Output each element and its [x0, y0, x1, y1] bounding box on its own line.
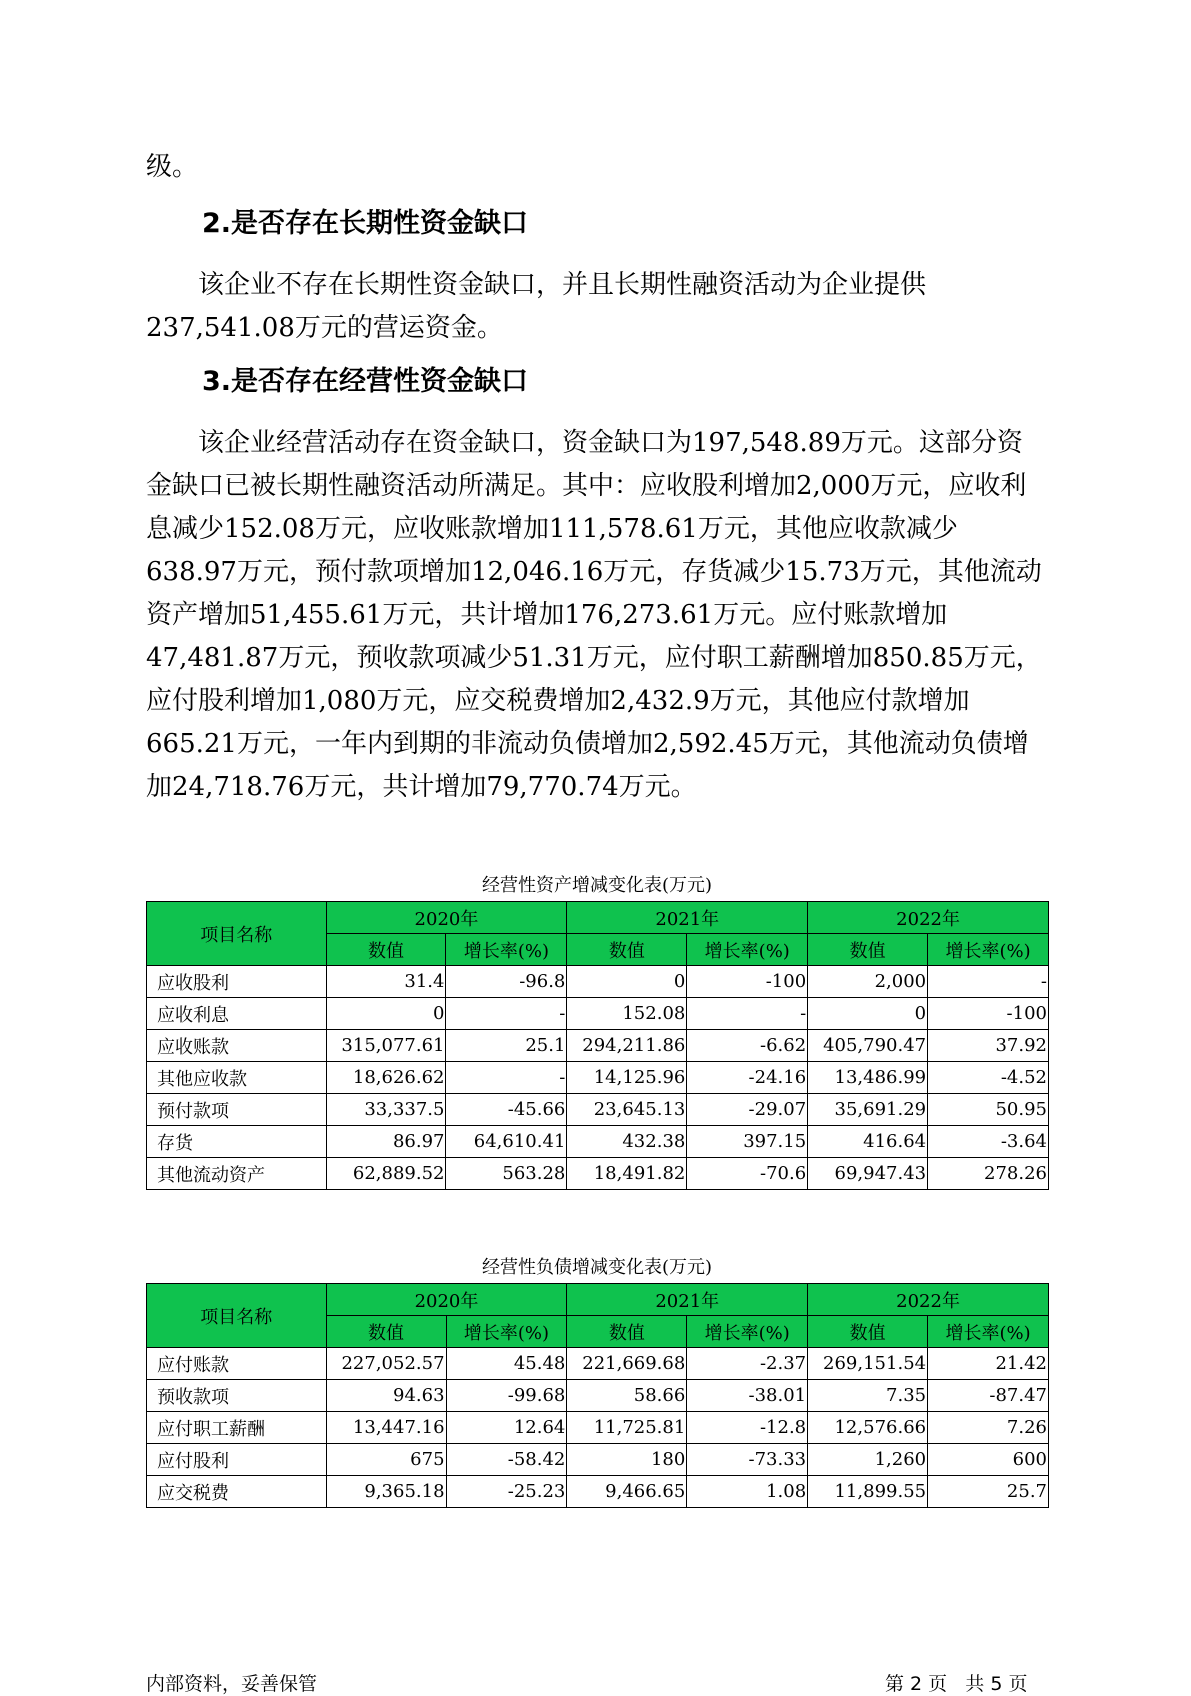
value-cell: 33,337.5	[326, 1094, 446, 1126]
growth-rate-cell: 50.95	[928, 1094, 1049, 1126]
value-cell: 13,486.99	[808, 1062, 928, 1094]
table-row	[147, 1412, 1049, 1444]
operating-assets-table	[146, 901, 1049, 1190]
growth-rate-cell: 7.26	[928, 1412, 1049, 1444]
growth-rate-cell: -29.07	[687, 1094, 808, 1126]
table-row	[147, 1348, 1049, 1380]
growth-rate-cell: 25.1	[446, 1030, 567, 1062]
row-label: 其他应收款	[147, 1062, 327, 1094]
growth-rate-cell: -100	[928, 998, 1049, 1030]
row-label: 存货	[147, 1126, 327, 1158]
row-label: 应收股利	[147, 966, 327, 998]
table-header-row	[147, 1284, 1049, 1316]
table-row	[147, 1476, 1049, 1508]
value-cell: 35,691.29	[808, 1094, 928, 1126]
value-cell: 294,211.86	[567, 1030, 687, 1062]
value-cell: 12,576.66	[808, 1412, 928, 1444]
value-cell: 315,077.61	[326, 1030, 446, 1062]
value-cell: 227,052.57	[326, 1348, 446, 1380]
column-header-value: 数值	[808, 934, 928, 966]
column-header-year: 2021年	[567, 1284, 808, 1316]
value-cell: 69,947.43	[808, 1158, 928, 1190]
growth-rate-cell: -12.8	[687, 1412, 808, 1444]
value-cell: 86.97	[326, 1126, 446, 1158]
column-header-item-name: 项目名称	[147, 902, 327, 966]
row-label: 应付股利	[147, 1444, 327, 1476]
liabilities-table-caption: 经营性负债增减变化表(万元)	[481, 1257, 713, 1278]
growth-rate-cell: -70.6	[687, 1158, 808, 1190]
growth-rate-cell: 1.08	[687, 1476, 808, 1508]
row-label: 应收利息	[147, 998, 327, 1030]
value-cell: 11,725.81	[567, 1412, 687, 1444]
growth-rate-cell: 64,610.41	[446, 1126, 567, 1158]
growth-rate-cell: -87.47	[928, 1380, 1049, 1412]
table-row	[147, 1126, 1049, 1158]
row-label: 其他流动资产	[147, 1158, 327, 1190]
value-cell: 1,260	[808, 1444, 928, 1476]
table-row	[147, 998, 1049, 1030]
table-header-row	[147, 902, 1049, 934]
growth-rate-cell: 25.7	[928, 1476, 1049, 1508]
value-cell: 416.64	[808, 1126, 928, 1158]
value-cell: 18,626.62	[326, 1062, 446, 1094]
value-cell: 62,889.52	[326, 1158, 446, 1190]
row-label: 应付职工薪酬	[147, 1412, 327, 1444]
column-header-growth-rate: 增长率(%)	[928, 1316, 1049, 1348]
row-label: 预付款项	[147, 1094, 327, 1126]
column-header-value: 数值	[326, 934, 446, 966]
value-cell: 9,365.18	[326, 1476, 446, 1508]
row-label: 应付账款	[147, 1348, 327, 1380]
value-cell: 9,466.65	[567, 1476, 687, 1508]
column-header-value: 数值	[326, 1316, 446, 1348]
growth-rate-cell: 278.26	[928, 1158, 1049, 1190]
growth-rate-cell: -45.66	[446, 1094, 567, 1126]
value-cell: 2,000	[808, 966, 928, 998]
growth-rate-cell: 12.64	[446, 1412, 567, 1444]
value-cell: 432.38	[567, 1126, 687, 1158]
value-cell: 0	[326, 998, 446, 1030]
value-cell: 11,899.55	[808, 1476, 928, 1508]
value-cell: 152.08	[567, 998, 687, 1030]
growth-rate-cell: 600	[928, 1444, 1049, 1476]
value-cell: 94.63	[326, 1380, 446, 1412]
table-row	[147, 1094, 1049, 1126]
heading-operating-gap: 3.是否存在经营性资金缺口	[202, 366, 529, 397]
value-cell: 180	[567, 1444, 687, 1476]
table-row	[147, 1062, 1049, 1094]
column-header-item-name: 项目名称	[147, 1284, 327, 1348]
value-cell: 675	[326, 1444, 446, 1476]
value-cell: 18,491.82	[567, 1158, 687, 1190]
table-row	[147, 1030, 1049, 1062]
value-cell: 0	[567, 966, 687, 998]
value-cell: 13,447.16	[326, 1412, 446, 1444]
column-header-year: 2021年	[567, 902, 808, 934]
column-header-growth-rate: 增长率(%)	[687, 934, 808, 966]
value-cell: 7.35	[808, 1380, 928, 1412]
value-cell: 269,151.54	[808, 1348, 928, 1380]
column-header-growth-rate: 增长率(%)	[446, 934, 567, 966]
growth-rate-cell: -	[928, 966, 1049, 998]
growth-rate-cell: 397.15	[687, 1126, 808, 1158]
column-header-year: 2020年	[326, 902, 567, 934]
growth-rate-cell: -99.68	[446, 1380, 567, 1412]
value-cell: 405,790.47	[808, 1030, 928, 1062]
growth-rate-cell: -73.33	[687, 1444, 808, 1476]
column-header-value: 数值	[808, 1316, 928, 1348]
table-row	[147, 1444, 1049, 1476]
growth-rate-cell: 45.48	[446, 1348, 567, 1380]
growth-rate-cell: -25.23	[446, 1476, 567, 1508]
growth-rate-cell: -2.37	[687, 1348, 808, 1380]
table-row	[147, 966, 1049, 998]
growth-rate-cell: -38.01	[687, 1380, 808, 1412]
row-label: 应收账款	[147, 1030, 327, 1062]
growth-rate-cell: 37.92	[928, 1030, 1049, 1062]
heading-long-term-gap: 2.是否存在长期性资金缺口	[202, 208, 529, 239]
footer-page-number: 第 2 页 共 5 页	[885, 1673, 1028, 1695]
column-header-year: 2020年	[326, 1284, 567, 1316]
operating-liabilities-table	[146, 1283, 1049, 1508]
column-header-value: 数值	[567, 1316, 687, 1348]
column-header-year: 2022年	[808, 1284, 1049, 1316]
growth-rate-cell: -96.8	[446, 966, 567, 998]
growth-rate-cell: -3.64	[928, 1126, 1049, 1158]
column-header-growth-rate: 增长率(%)	[687, 1316, 808, 1348]
column-header-growth-rate: 增长率(%)	[446, 1316, 567, 1348]
row-label: 预收款项	[147, 1380, 327, 1412]
table-row	[147, 1380, 1049, 1412]
column-header-growth-rate: 增长率(%)	[928, 934, 1049, 966]
growth-rate-cell: -100	[687, 966, 808, 998]
value-cell: 14,125.96	[567, 1062, 687, 1094]
value-cell: 221,669.68	[567, 1348, 687, 1380]
growth-rate-cell: -	[446, 998, 567, 1030]
growth-rate-cell: -	[687, 998, 808, 1030]
footer-confidential-note: 内部资料，妥善保管	[146, 1673, 318, 1695]
carry-over-line: 级。	[146, 152, 199, 182]
value-cell: 58.66	[567, 1380, 687, 1412]
row-label: 应交税费	[147, 1476, 327, 1508]
assets-table-caption: 经营性资产增减变化表(万元)	[481, 875, 713, 896]
growth-rate-cell: 563.28	[446, 1158, 567, 1190]
growth-rate-cell: -24.16	[687, 1062, 808, 1094]
growth-rate-cell: -58.42	[446, 1444, 567, 1476]
paragraph-operating-gap: 该企业经营活动存在资金缺口，资金缺口为197,548.89万元。这部分资金缺口已被长期性融资活动所满足。其中：应收股利增加2,000万元，应收利息减少152.08万元，应收账款增加111,578.61万元，其他应收款减少638.97万元，预付款项增加12,046.16万元，存货减少15.73万元，其他流动资产增加51,455.61万元，共计增加176,273.61万元。应付账款增加47,481.87万元，预收款项减少51.31万元，应付职工薪酬增加850.85万元，应付股利增加1,080万元，应交税费增加2,432.9万元，其他应付款增加665.21万元，一年内到期的非流动负债增加2,592.45万元，其他流动负债增加24,718.76万元，共计增加79,770.74万元。	[146, 428, 1042, 802]
value-cell: 23,645.13	[567, 1094, 687, 1126]
paragraph-long-term-gap: 该企业不存在长期性资金缺口，并且长期性融资活动为企业提供237,541.08万元的营运资金。	[146, 270, 927, 343]
growth-rate-cell: -6.62	[687, 1030, 808, 1062]
value-cell: 0	[808, 998, 928, 1030]
column-header-value: 数值	[567, 934, 687, 966]
growth-rate-cell: -4.52	[928, 1062, 1049, 1094]
column-header-year: 2022年	[808, 902, 1049, 934]
growth-rate-cell: 21.42	[928, 1348, 1049, 1380]
table-row	[147, 1158, 1049, 1190]
value-cell: 31.4	[326, 966, 446, 998]
growth-rate-cell: -	[446, 1062, 567, 1094]
